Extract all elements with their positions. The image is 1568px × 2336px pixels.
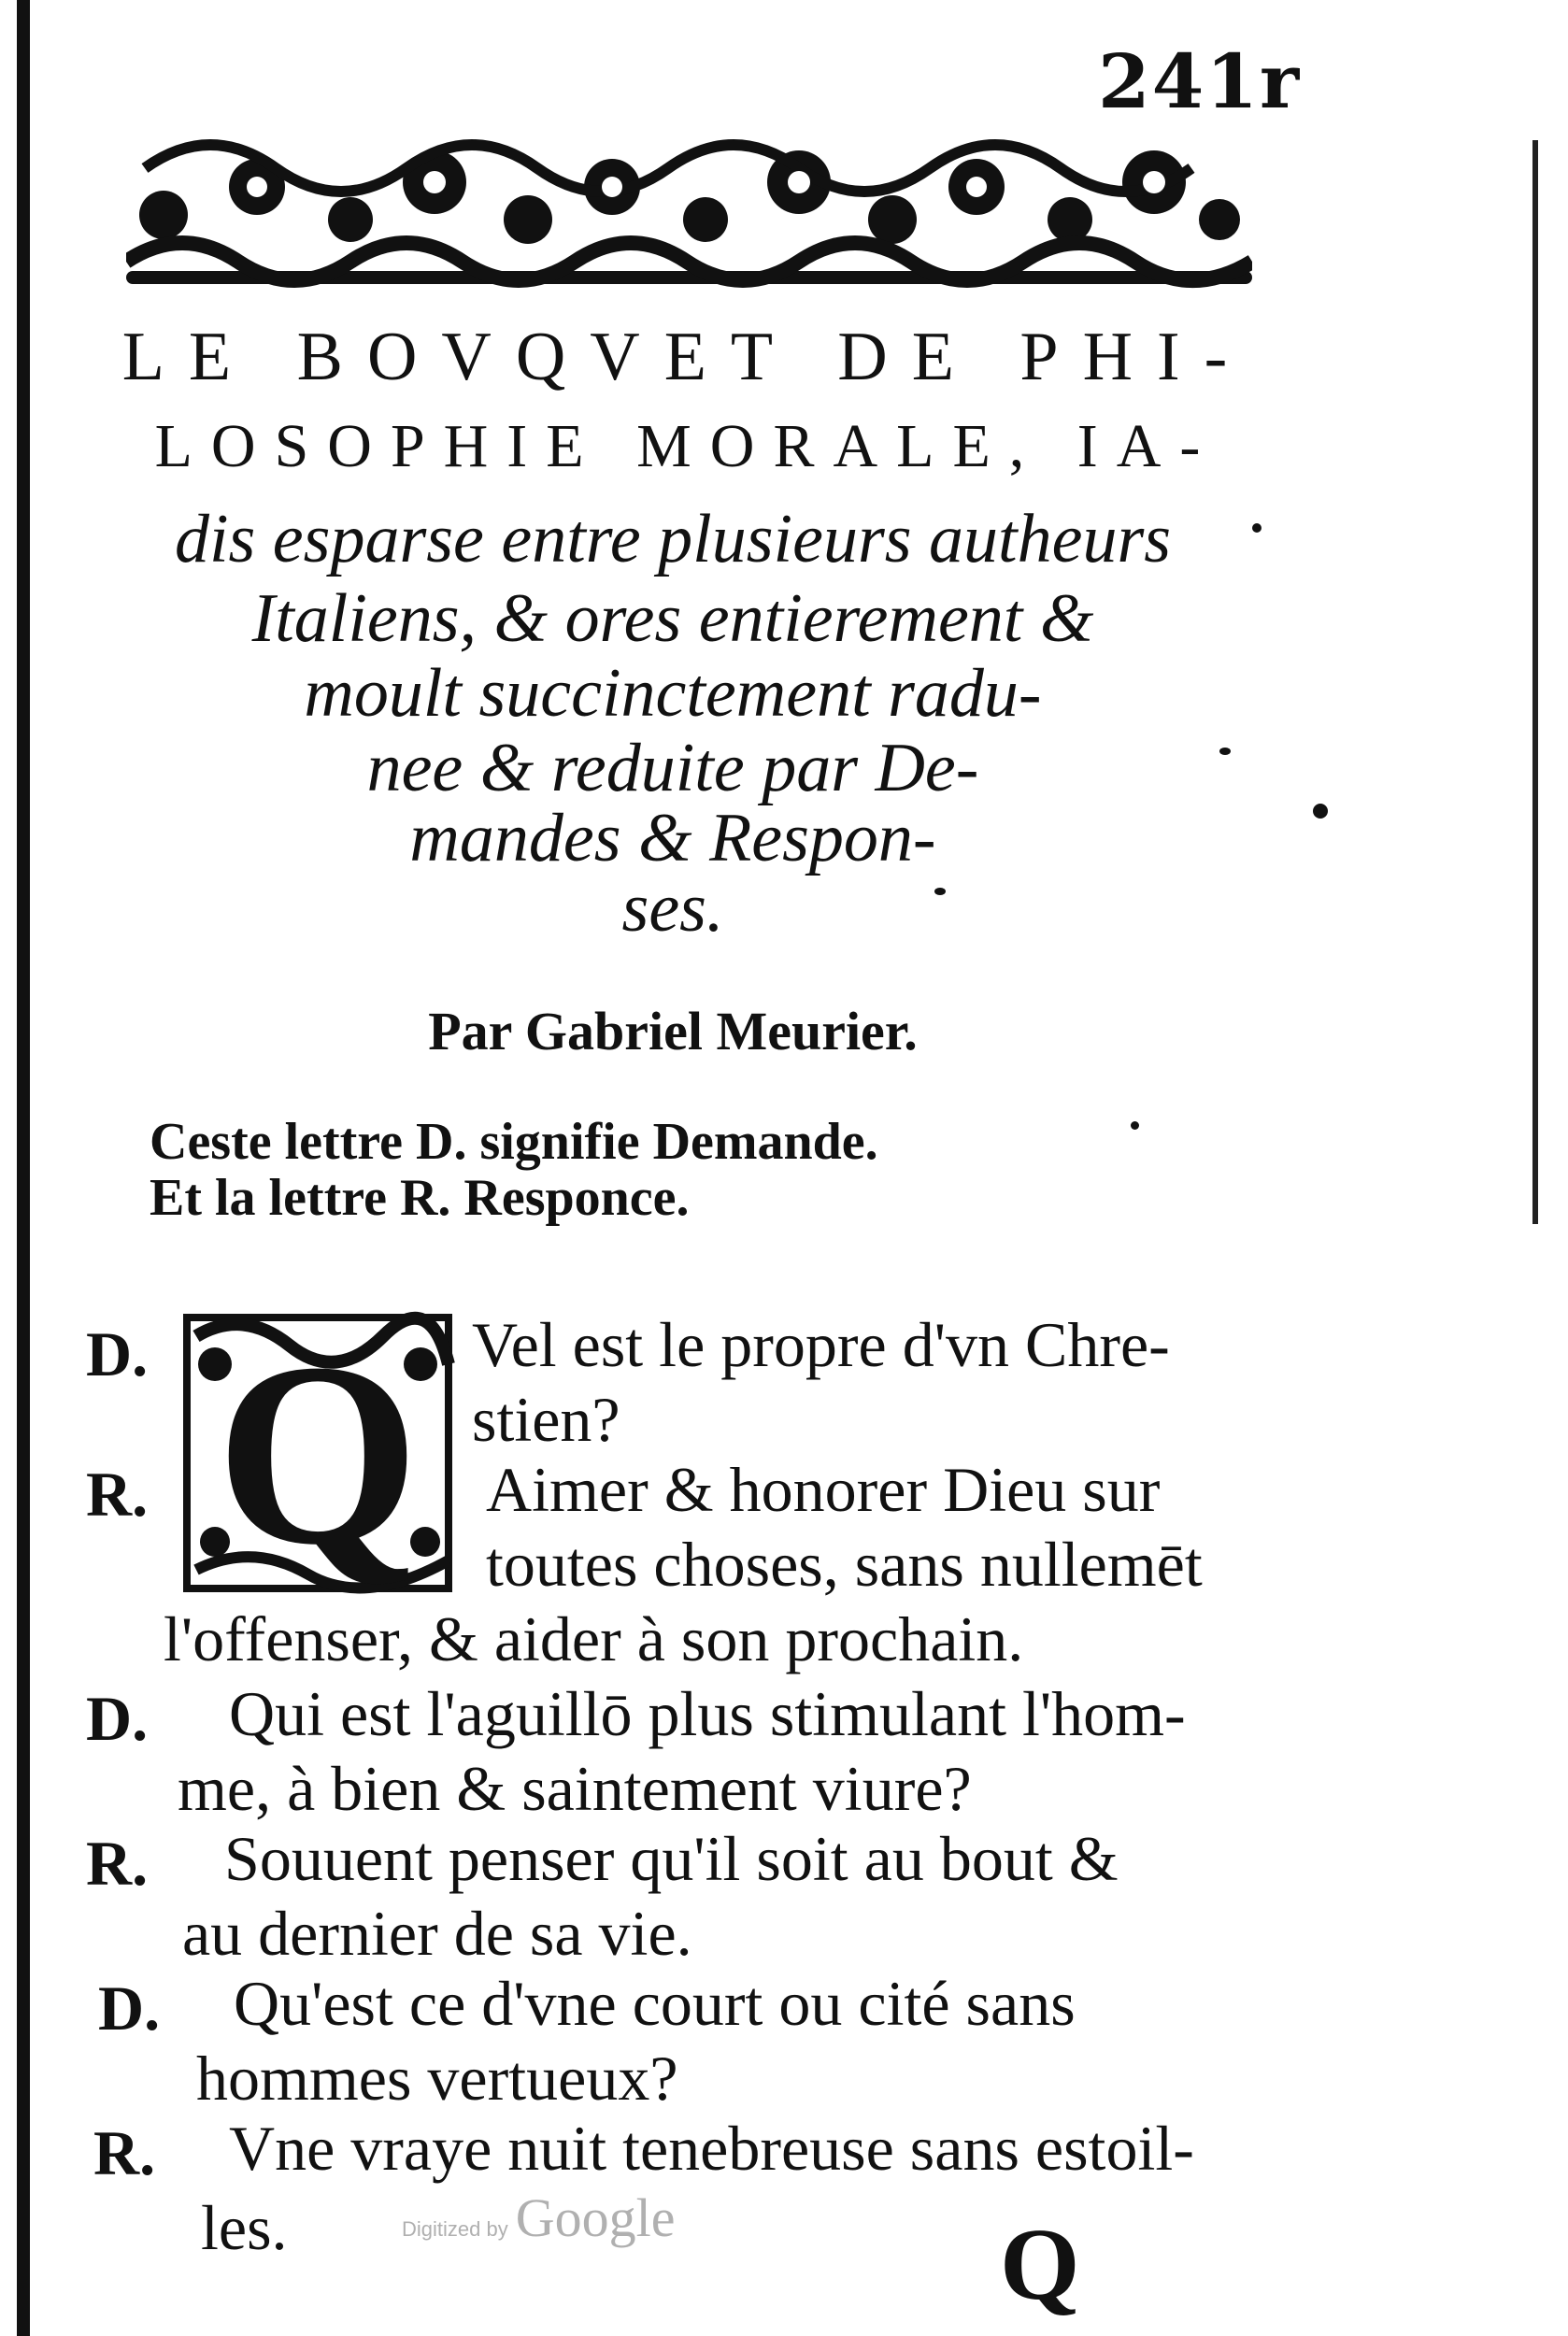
marker-r-2: R. bbox=[86, 1828, 149, 1899]
dialogue-5-line-1: Qu'est ce d'vne court ou cité sans bbox=[234, 1968, 1076, 2039]
catchword: Q bbox=[1000, 2207, 1080, 2321]
decorated-initial-letter: Q bbox=[216, 1308, 420, 1598]
title-line-1: LE BOVQVET DE PHI- bbox=[121, 319, 1252, 395]
dialogue-2-line-1: Aimer & honorer Dieu sur bbox=[486, 1454, 1161, 1525]
dialogue-3-line-1: Qui est l'aguillō plus stimulant l'hom- bbox=[229, 1678, 1186, 1749]
page-edge-rule bbox=[1532, 140, 1538, 1224]
marker-r-1: R. bbox=[86, 1459, 149, 1530]
ink-speck bbox=[1131, 1121, 1139, 1130]
watermark-prefix: Digitized by bbox=[402, 2217, 508, 2241]
author-line: Par Gabriel Meurier. bbox=[428, 1001, 918, 1061]
watermark-brand: Google bbox=[515, 2187, 676, 2248]
headpiece-ornament bbox=[126, 131, 1252, 308]
folio-number: 241r bbox=[1098, 37, 1302, 125]
key-line-responce: Et la lettre R. Responce. bbox=[150, 1169, 690, 1227]
title-line-4: Italiens, & ores entierement & bbox=[251, 580, 1094, 657]
dialogue-3-line-2: me, à bien & saintement viure? bbox=[178, 1753, 972, 1824]
decorated-initial bbox=[178, 1308, 458, 1598]
dialogue-6-line-2: les. bbox=[201, 2192, 288, 2263]
dialogue-6-line-1: Vne vraye nuit tenebreuse sans estoil- bbox=[229, 2113, 1194, 2184]
key-line-demande: Ceste lettre D. signifie Demande. bbox=[150, 1113, 878, 1171]
title-line-6: nee & reduite par De- bbox=[366, 730, 979, 806]
marker-d-2: D. bbox=[86, 1683, 149, 1754]
title-line-3: dis esparse entre plusieurs autheurs bbox=[174, 501, 1172, 577]
ink-speck bbox=[1313, 804, 1328, 819]
dialogue-1-line-2: stien? bbox=[472, 1384, 620, 1455]
ink-speck bbox=[1252, 523, 1262, 533]
marker-d-1: D. bbox=[86, 1318, 149, 1389]
marker-d-3: D. bbox=[98, 1973, 161, 2044]
title-line-8: ses. bbox=[621, 870, 724, 947]
digitization-watermark bbox=[402, 2186, 675, 2249]
dialogue-4-line-1: Souuent penser qu'il soit au bout & bbox=[224, 1823, 1119, 1894]
dialogue-2-line-2: toutes choses, sans nullemēt bbox=[486, 1529, 1203, 1600]
title-line-2: LOSOPHIE MORALE, IA- bbox=[154, 412, 1219, 480]
binding-edge bbox=[17, 0, 30, 2336]
dialogue-2-line-3: l'offenser, & aider à son prochain. bbox=[164, 1603, 1024, 1674]
title-line-7: mandes & Respon- bbox=[409, 800, 936, 876]
dialogue-1-line-1: Vel est le propre d'vn Chre- bbox=[472, 1309, 1170, 1380]
title-line-5: moult succinctement radu- bbox=[304, 655, 1042, 732]
dialogue-5-line-2: hommes vertueux? bbox=[196, 2043, 678, 2114]
dialogue-4-line-2: au dernier de sa vie. bbox=[182, 1898, 692, 1969]
marker-r-3: R. bbox=[93, 2117, 156, 2188]
